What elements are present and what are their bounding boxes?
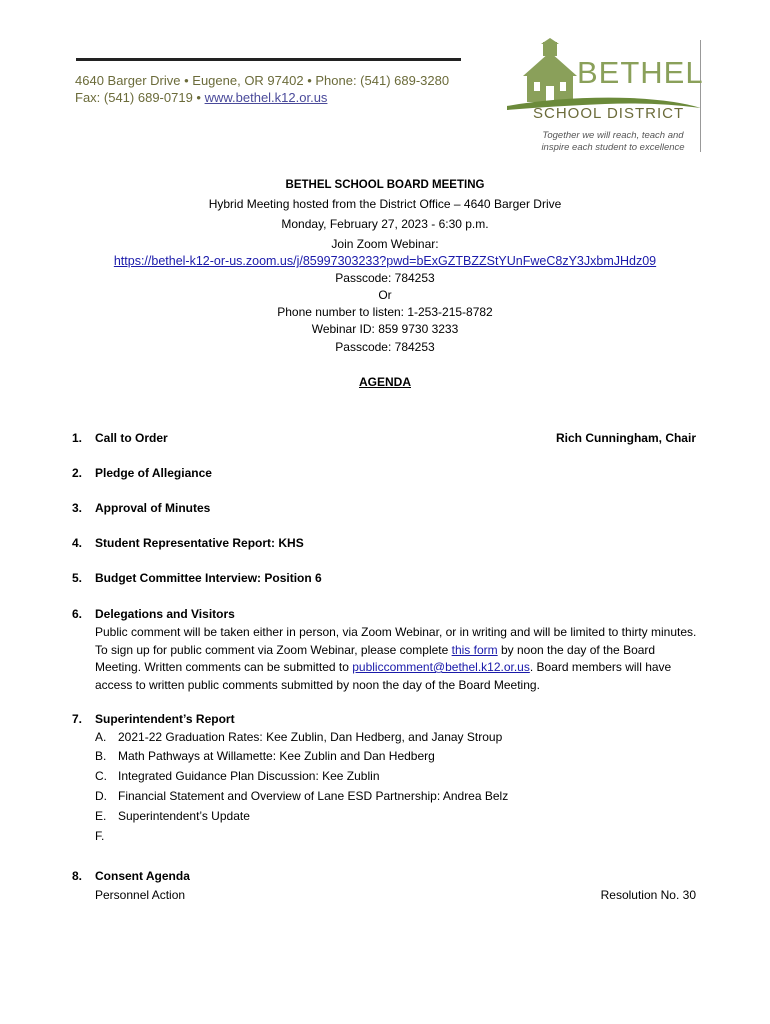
chair-name: Rich Cunningham, Chair <box>555 431 696 445</box>
agenda-item-3: 3. Approval of Minutes <box>72 501 211 515</box>
sub-item-d: D. Financial Statement and Overview of Lane ESD Partnership: Andrea Belz <box>95 789 509 803</box>
address-block <box>75 72 449 106</box>
agenda-item-2: 2. Pledge of Allegiance <box>72 466 212 480</box>
delegations-text: Public comment will be taken either in person, via Zoom Webinar, or in writing and will be limited to thirty minutes. To sign up for public comment via Zoom Webinar, please complete this form by noon the day of the Board Meeting. Written comments can be submitted to publiccomment@bethel.k12.or.us. Board members will have access to written public comments submitted by noon the day of the Board Meeting. <box>95 625 697 692</box>
agenda-item-7: 7. Superintendent’s Report <box>72 712 235 726</box>
meeting-location: Hybrid Meeting hosted from the District Office – 4640 Barger Drive <box>208 197 562 211</box>
logo-name: BETHEL <box>577 55 704 90</box>
join-label: Join Zoom Webinar: <box>331 237 439 251</box>
agenda-item-4: 4. Student Representative Report: KHS <box>72 536 304 550</box>
sub-item-b: B. Math Pathways at Willamette: Kee Zublin and Dan Hedberg <box>95 749 435 763</box>
or-text: Or <box>378 288 392 302</box>
agenda-item-8: 8. Consent Agenda <box>72 869 190 883</box>
logo-district: SCHOOL DISTRICT <box>533 105 685 122</box>
passcode-1: Passcode: 784253 <box>335 271 435 285</box>
address-line: 4640 Barger Drive • Eugene, OR 97402 • Phone: (541) 689-3280 <box>75 73 450 88</box>
header-rule <box>76 58 461 61</box>
sub-item-c: C. Integrated Guidance Plan Discussion: Kee Zublin <box>95 769 380 783</box>
sub-item-f: F. <box>95 829 105 843</box>
meeting-datetime: Monday, February 27, 2023 - 6:30 p.m. <box>281 217 489 231</box>
passcode-2: Passcode: 784253 <box>335 340 435 354</box>
agenda-item-6: 6. Delegations and Visitors <box>72 607 235 621</box>
meeting-title: BETHEL SCHOOL BOARD MEETING <box>285 179 485 191</box>
website-link[interactable]: www.bethel.k12.or.us <box>204 90 328 105</box>
public-comment-email-link[interactable]: publiccomment@bethel.k12.or.us <box>352 660 530 674</box>
sub-item-a: A. 2021-22 Graduation Rates: Kee Zublin, Dan Hedberg, and Janay Stroup <box>95 730 503 744</box>
logo-tagline: Together we will reach, teach and inspire each student to excellence <box>541 130 685 153</box>
sub-item-e: E. Superintendent’s Update <box>95 809 250 823</box>
consent-line: Personnel Action <box>95 888 186 902</box>
agenda-item-1: 1. Call to Order <box>72 431 168 445</box>
agenda-item-5: 5. Budget Committee Interview: Position 6 <box>72 571 322 585</box>
phone-line: Phone number to listen: 1-253-215-8782 <box>277 305 493 319</box>
signup-form-link[interactable]: this form <box>451 642 498 657</box>
fax-line: Fax: (541) 689-0719 • www.bethel.k12.or.us <box>75 90 328 105</box>
webinar-id: Webinar ID: 859 9730 3233 <box>311 322 459 336</box>
consent-resolution: Resolution No. 30 <box>600 888 696 902</box>
agenda-heading: AGENDA <box>358 375 411 389</box>
zoom-link[interactable]: https://bethel-k12-or-us.zoom.us/j/85997303233?pwd=bExGZTBZZStYUnFweC8zY3JxbmJHdz09 <box>113 254 657 268</box>
